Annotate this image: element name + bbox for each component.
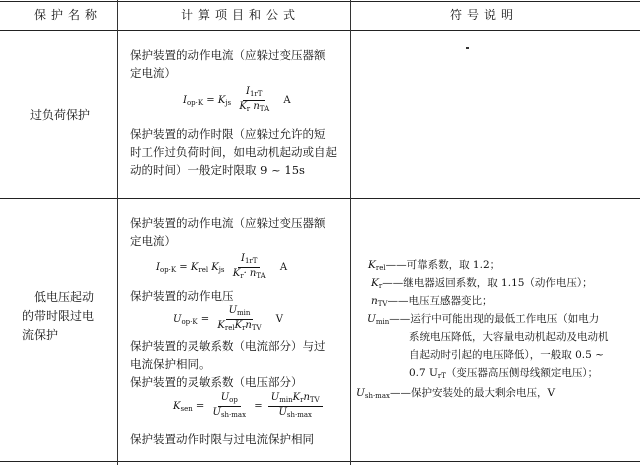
row1-text-5: 动的时间）一般定时限取 9 ~ 15s (130, 163, 305, 177)
row2-text-3: 保护装置的动作电压 (130, 289, 234, 303)
header-col-formula: 计算项目和公式 (181, 8, 301, 22)
header-col-name: 保护名称 (34, 8, 103, 22)
row-divider (0, 198, 640, 199)
symbol-umin-cont-1: 系统电压降低，大容量电动机起动及电动机 (409, 331, 609, 343)
row2-name: 低电压起动 的带时限过电 流保护 (22, 290, 95, 342)
table-top-border (0, 1, 640, 2)
row2-formula-voltage: $U_{op\cdot K}$ = $\frac{U_{min}}{K_{rel}K_rn_{TV}}$ V (173, 305, 284, 332)
stray-mark (466, 47, 469, 49)
row2-text-1: 保护装置的动作电流（应躲过变压器额 (130, 216, 326, 230)
row1-text-2: 定电流） (130, 66, 176, 80)
symbol-ushmax: $U_{sh\cdot max}——$保护安装处的最大剩余电压，V (356, 387, 556, 400)
column-divider-2 (350, 0, 351, 465)
symbol-umin-cont-3: 0.7 $U_{rT}$（变压器高压侧母线额定电压）； (409, 367, 599, 380)
row1-name: 过负荷保护 (30, 108, 91, 122)
row2-formula-sensitivity: $K_{sen}$ = $\frac{U_{op}}{U_{sh\cdot max}}$ = $\frac{U_{min}K_rn_{TV}}{U_{sh\cdot max}}$ (173, 392, 325, 421)
header-col-symbols: 符号说明 (450, 8, 519, 22)
symbol-ntv: $n_{TV}——$电压互感器变比； (371, 295, 493, 308)
symbol-umin: $U_{min}——$运行中可能出现的最低工作电压（如电力 (367, 313, 600, 326)
symbol-kr: $K_r——$继电器返回系数，取 1.15（动作电压）； (371, 277, 593, 290)
row1-text-3: 保护装置的动作时限（应躲过允许的短 (130, 127, 326, 141)
row2-text-4: 保护装置的灵敏系数（电流部分）与过 (130, 339, 326, 353)
row2-text-7: 保护装置动作时限与过电流保护相同 (130, 432, 314, 446)
row2-text-2: 定电流） (130, 234, 176, 248)
row2-text-6: 保护装置的灵敏系数（电压部分） (130, 375, 303, 389)
row2-formula-current: $I_{op\cdot K} = K_{rel}$ $K_{js}$ $\frac{I_{1rT}}{K_r\cdot n_{TA}}$ A (156, 253, 288, 280)
row1-text-1: 保护装置的动作电流（应躲过变压器额 (130, 48, 326, 62)
header-bottom-border (0, 30, 640, 31)
column-divider-1 (117, 0, 118, 465)
row1-formula: $I_{op\cdot K} = K_{js}$ $\frac{I_{1rT}}{K_r n_{TA}}$ A (183, 86, 291, 113)
table-bottom-border (0, 461, 640, 462)
symbol-umin-cont-2: 自起动时引起的电压降低），一般取 0.5 ~ (409, 349, 604, 361)
row2-text-5: 电流保护相同。 (130, 357, 211, 371)
symbol-krel: $K_{rel}——$可靠系数，取 1.2； (368, 259, 501, 272)
row1-text-4: 时工作过负荷时间，如电动机起动或自起 (130, 145, 337, 159)
